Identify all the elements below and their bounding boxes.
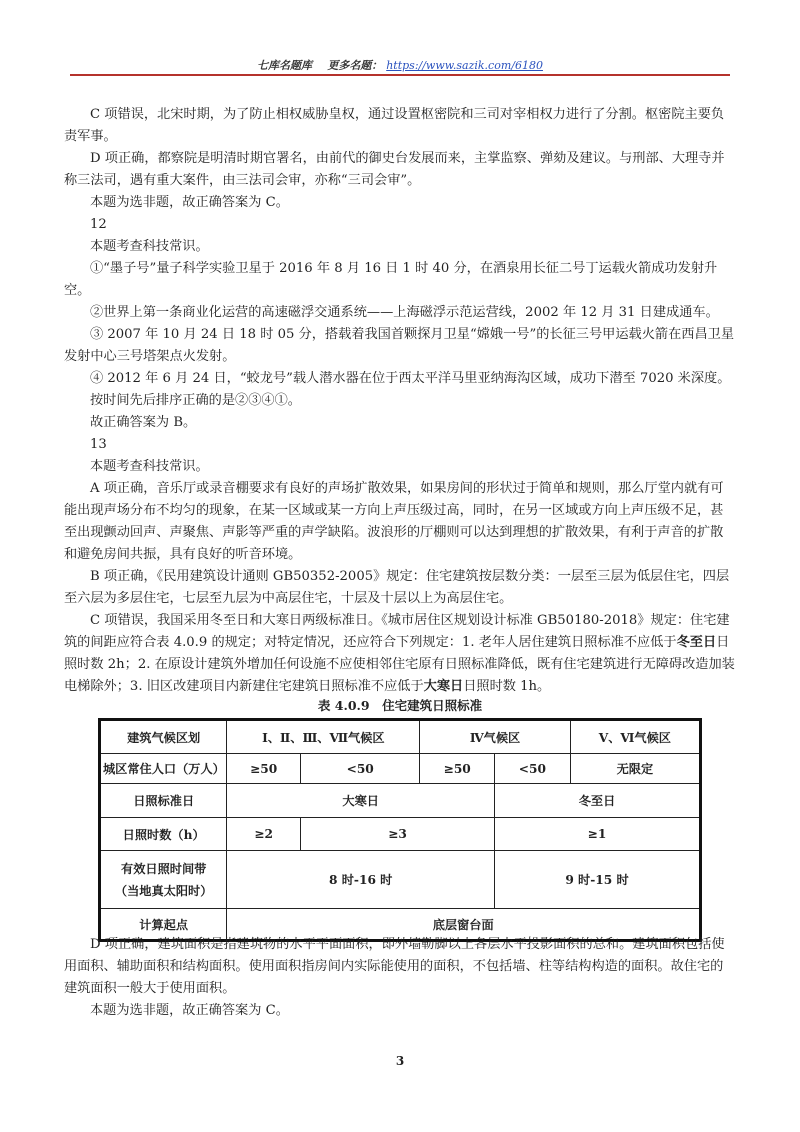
table-cell: 计算起点 <box>100 909 227 941</box>
paragraph: ①“墨子号”量子科学实验卫星于 2016 年 8 月 16 日 1 时 40 分，在酒泉用长征二号丁运载火箭成功发射升空。 <box>64 261 718 298</box>
table-row <box>100 818 701 851</box>
text-run: C 项错误，我国采用冬至日和大寒日两级标准日。《城市居住区规划设计标准 GB50180-2018》规定：住宅建筑的间距应符合表 4.0.9 的规定；对特定情况，还应符合下列规定：1. 老年人居住建筑日照标准不应低于 <box>64 613 730 650</box>
page-header <box>70 57 730 73</box>
sunlight-standard-table <box>98 718 702 942</box>
table-cell <box>100 851 227 909</box>
table-cell: <50 <box>301 754 420 784</box>
paragraph: D 项正确，建筑面积是指建筑物的水平平面面积，即外墙勒脚以上各层水平投影面积的总和。建筑面积包括使用面积、辅助面积和结构面积。使用面积指房间内实际能使用的面积，不包括墙、柱等结构构造的面积。故住宅的建筑面积一般大于使用面积。 <box>64 937 725 996</box>
question-number: 13 <box>90 437 107 452</box>
paragraph: B 项正确，《民用建筑设计通则 GB50352-2005》规定：住宅建筑按层数分类：一层至三层为低层住宅，四层至六层为多层住宅，七层至九层为中高层住宅，十层及十层以上为高层住宅。 <box>64 569 730 606</box>
header-link[interactable]: https://www.sazik.com/6180 <box>386 59 543 72</box>
cell-line: 有效日照时间带 <box>121 861 207 876</box>
paragraph: 本题为选非题，故正确答案为 C。 <box>90 1003 289 1018</box>
paragraph: 故正确答案为 B。 <box>90 415 197 430</box>
table-cell: 日照时数（h） <box>100 818 227 851</box>
header-more-label: 更多名题： <box>327 59 383 72</box>
table-row <box>100 754 701 784</box>
table-cell: Ⅳ气候区 <box>420 720 570 754</box>
paragraph: 本题考查科技常识。 <box>90 459 209 474</box>
table-cell: 大寒日 <box>227 784 495 818</box>
paragraph: ③ 2007 年 10 月 24 日 18 时 05 分，搭载着我国首颗探月卫星“嫦娥一号”的长征三号甲运载火箭在西昌卫星发射中心三号塔架点火发射。 <box>64 327 735 364</box>
table-cell: ≥3 <box>301 818 495 851</box>
paragraph: ②世界上第一条商业化运营的高速磁浮交通系统——上海磁浮示范运营线，2002 年 12 月 31 日建成通车。 <box>90 305 719 320</box>
table-cell: Ⅰ、Ⅱ、Ⅲ、Ⅶ气候区 <box>227 720 420 754</box>
table-cell: ≥2 <box>227 818 301 851</box>
paragraph-c <box>64 610 736 698</box>
question-number: 12 <box>90 217 107 232</box>
table-cell: 建筑气候区划 <box>100 720 227 754</box>
table-cell: ≥50 <box>420 754 495 784</box>
header-site-name: 七库名题库 <box>257 59 313 72</box>
table-cell: ≥1 <box>495 818 701 851</box>
text-run: 日照时数 1h。 <box>463 679 551 694</box>
bold-run: 大寒日 <box>423 679 464 694</box>
bold-run: 冬至日 <box>676 635 717 650</box>
main-text <box>64 104 736 698</box>
text-run: 日照时数 2h；2. 在原设计建筑外增加任何设施不应使相邻住宅原有日照标准降低，既有住宅建筑进行无障碍改造加装电梯除外；3. 旧区改建项目内新建住宅建筑日照标准不应低于 <box>64 635 735 694</box>
header-divider <box>70 74 730 76</box>
table-caption: 表 4.0.9 住宅建筑日照标准 <box>317 698 483 713</box>
table-cell: 日照标准日 <box>100 784 227 818</box>
table-row <box>100 784 701 818</box>
paragraph: C 项错误，北宋时期，为了防止相权威胁皇权，通过设置枢密院和三司对宰相权力进行了分割。枢密院主要负责军事。 <box>64 107 725 144</box>
table-cell: 8 时-16 时 <box>227 851 495 909</box>
paragraph: 本题考查科技常识。 <box>90 239 209 254</box>
table-cell: Ⅴ、Ⅵ气候区 <box>570 720 700 754</box>
page-number: 3 <box>395 1054 405 1068</box>
main-text-after-table <box>64 934 736 1022</box>
table-cell: ≥50 <box>227 754 301 784</box>
table-cell: <50 <box>495 754 571 784</box>
table-cell: 城区常住人口（万人） <box>100 754 227 784</box>
paragraph: D 项正确，都察院是明清时期官署名，由前代的御史台发展而来，主掌监察、弹劾及建议。与刑部、大理寺并称三法司，遇有重大案件，由三法司会审，亦称“三司会审”。 <box>64 151 725 188</box>
table-row <box>100 851 701 909</box>
table-cell: 底层窗台面 <box>227 909 701 941</box>
paragraph: ④ 2012 年 6 月 24 日，“蛟龙号”载人潜水器在位于西太平洋马里亚纳海沟区域，成功下潜至 7020 米深度。 <box>90 371 731 386</box>
paragraph: 本题为选非题，故正确答案为 C。 <box>90 195 289 210</box>
table-cell: 冬至日 <box>495 784 701 818</box>
table-cell: 无限定 <box>570 754 700 784</box>
paragraph: 按时间先后排序正确的是②③④①。 <box>90 393 301 408</box>
table-cell: 9 时-15 时 <box>495 851 701 909</box>
paragraph: A 项正确，音乐厅或录音棚要求有良好的声场扩散效果，如果房间的形状过于简单和规则，那么厅堂内就有可能出现声场分布不均匀的现象，在某一区域或某一方向上声压级过高，同时，在另一区域或方向上声压级不足，甚至出现颤动回声、声聚焦、声影等严重的声学缺陷。波浪形的厅棚则可以达到理想的扩散效果，有利于声音的扩散和避免房间共振，具有良好的听音环境。 <box>64 481 724 562</box>
table-row <box>100 720 701 754</box>
cell-line: （当地真太阳时） <box>114 883 213 898</box>
